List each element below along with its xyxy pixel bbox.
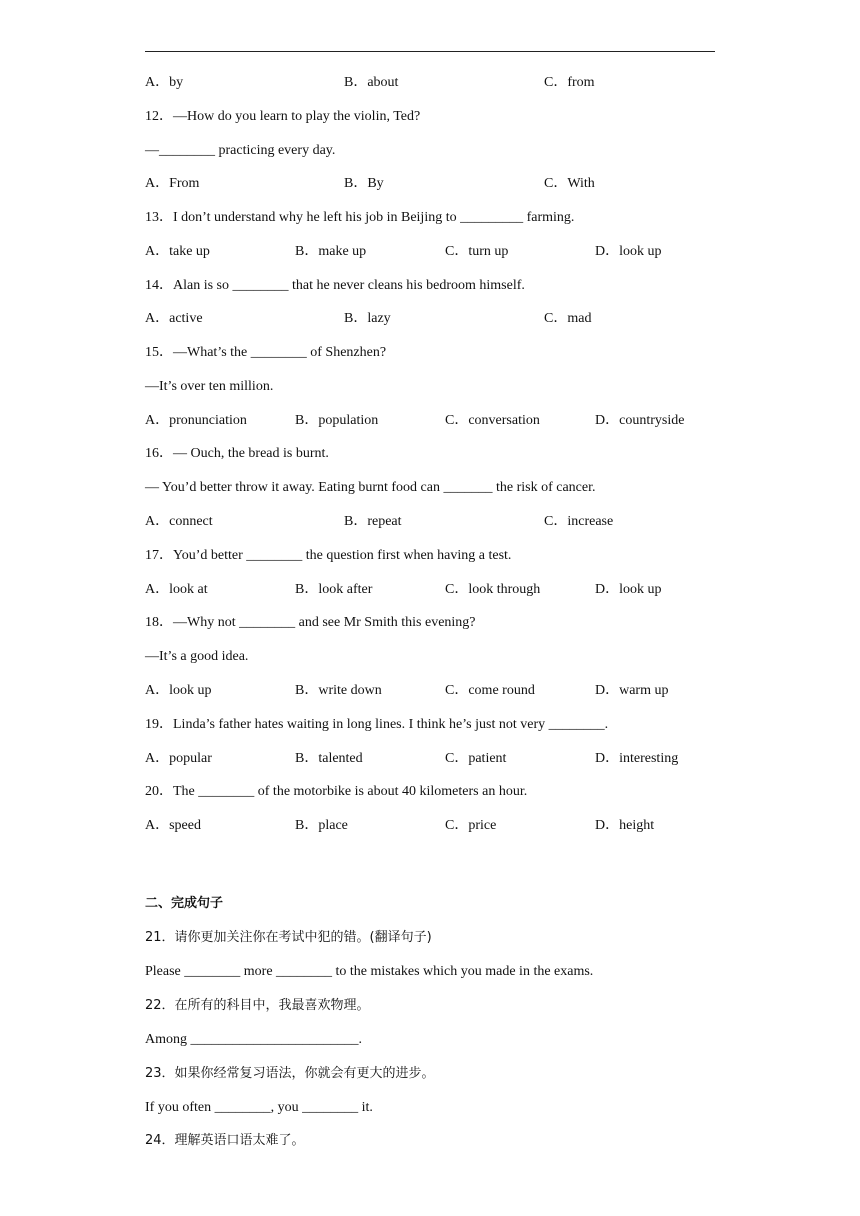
q13-options — [145, 242, 745, 262]
q14-option-a: A．active — [145, 311, 203, 326]
q12-option-b: B．By — [344, 176, 384, 191]
q18-option-a: A．look up — [145, 683, 212, 698]
q15-reply: —It’s over ten million. — [145, 379, 274, 394]
q15-option-a: A．pronunciation — [145, 413, 247, 428]
q14-options — [145, 309, 745, 329]
q20-option-b: B．place — [295, 818, 348, 833]
q20-option-d: D．height — [595, 818, 655, 833]
q20-stem: 20．The ________ of the motorbike is about 40 kilometers an hour. — [145, 784, 528, 799]
q17-options — [145, 580, 745, 600]
q15-options — [145, 411, 745, 431]
q14-option-b: B．lazy — [344, 311, 391, 326]
q21-stem: 21．请你更加关注你在考试中犯的错。(翻译句子) — [145, 930, 432, 945]
q22-stem: 22．在所有的科目中，我最喜欢物理。 — [145, 998, 370, 1013]
q18-stem: 18．—Why not ________ and see Mr Smith this evening? — [145, 615, 476, 630]
q19-option-b: B．talented — [295, 751, 363, 766]
q21-answer-line: Please ________ more ________ to the mistakes which you made in the exams. — [145, 964, 594, 979]
q17-option-d: D．look up — [595, 582, 662, 597]
q15-option-d: D．countryside — [595, 413, 685, 428]
q14-stem: 14．Alan is so ________ that he never cleans his bedroom himself. — [145, 278, 525, 293]
q17-option-c: C．look through — [445, 582, 541, 597]
header-rule — [145, 51, 715, 52]
q13-option-c: C．turn up — [445, 244, 509, 259]
q15-option-c: C．conversation — [445, 413, 540, 428]
q16-reply: — You’d better throw it away. Eating burnt food can _______ the risk of cancer. — [145, 480, 596, 495]
q19-option-c: C．patient — [445, 751, 507, 766]
q18-options — [145, 681, 745, 701]
q23-answer-line: If you often ________, you ________ it. — [145, 1100, 373, 1115]
q12-option-a: A．From — [145, 176, 200, 191]
q16-stem: 16．— Ouch, the bread is burnt. — [145, 446, 329, 461]
q17-option-a: A．look at — [145, 582, 208, 597]
q19-option-a: A．popular — [145, 751, 212, 766]
q20-options — [145, 816, 745, 836]
q22-answer-line: Among ________________________. — [145, 1032, 362, 1047]
q16-options — [145, 512, 745, 532]
q11-option-a: A．by — [145, 75, 184, 90]
q19-option-d: D．interesting — [595, 751, 679, 766]
q13-option-d: D．look up — [595, 244, 662, 259]
q18-option-b: B．write down — [295, 683, 382, 698]
q13-option-b: B．make up — [295, 244, 367, 259]
q20-option-a: A．speed — [145, 818, 201, 833]
q15-option-b: B．population — [295, 413, 379, 428]
q23-stem: 23．如果你经常复习语法，你就会有更大的进步。 — [145, 1066, 435, 1081]
q16-option-b: B．repeat — [344, 514, 402, 529]
q24-stem: 24．理解英语口语太难了。 — [145, 1133, 305, 1148]
q17-option-b: B．look after — [295, 582, 373, 597]
q18-option-c: C．come round — [445, 683, 535, 698]
q12-stem: 12．—How do you learn to play the violin, Ted? — [145, 109, 421, 124]
q13-stem: 13．I don’t understand why he left his job in Beijing to _________ farming. — [145, 210, 575, 225]
q15-stem: 15．—What’s the ________ of Shenzhen? — [145, 345, 387, 360]
q16-option-a: A．connect — [145, 514, 213, 529]
q19-stem: 19．Linda’s father hates waiting in long lines. I think he’s just not very ________. — [145, 717, 609, 732]
q20-option-c: C．price — [445, 818, 497, 833]
q11-options — [145, 73, 745, 93]
q16-option-c: C．increase — [544, 514, 614, 529]
q11-option-b: B．about — [344, 75, 399, 90]
q18-option-d: D．warm up — [595, 683, 669, 698]
q12-reply: —________ practicing every day. — [145, 143, 336, 158]
q17-stem: 17．You’d better ________ the question first when having a test. — [145, 548, 512, 563]
q18-reply: —It’s a good idea. — [145, 649, 249, 664]
q12-option-c: C．With — [544, 176, 595, 191]
q13-option-a: A．take up — [145, 244, 210, 259]
q11-option-c: C．from — [544, 75, 595, 90]
q12-options — [145, 174, 745, 194]
section-title: 二、完成句子 — [145, 896, 224, 911]
q19-options — [145, 749, 745, 769]
q14-option-c: C．mad — [544, 311, 592, 326]
